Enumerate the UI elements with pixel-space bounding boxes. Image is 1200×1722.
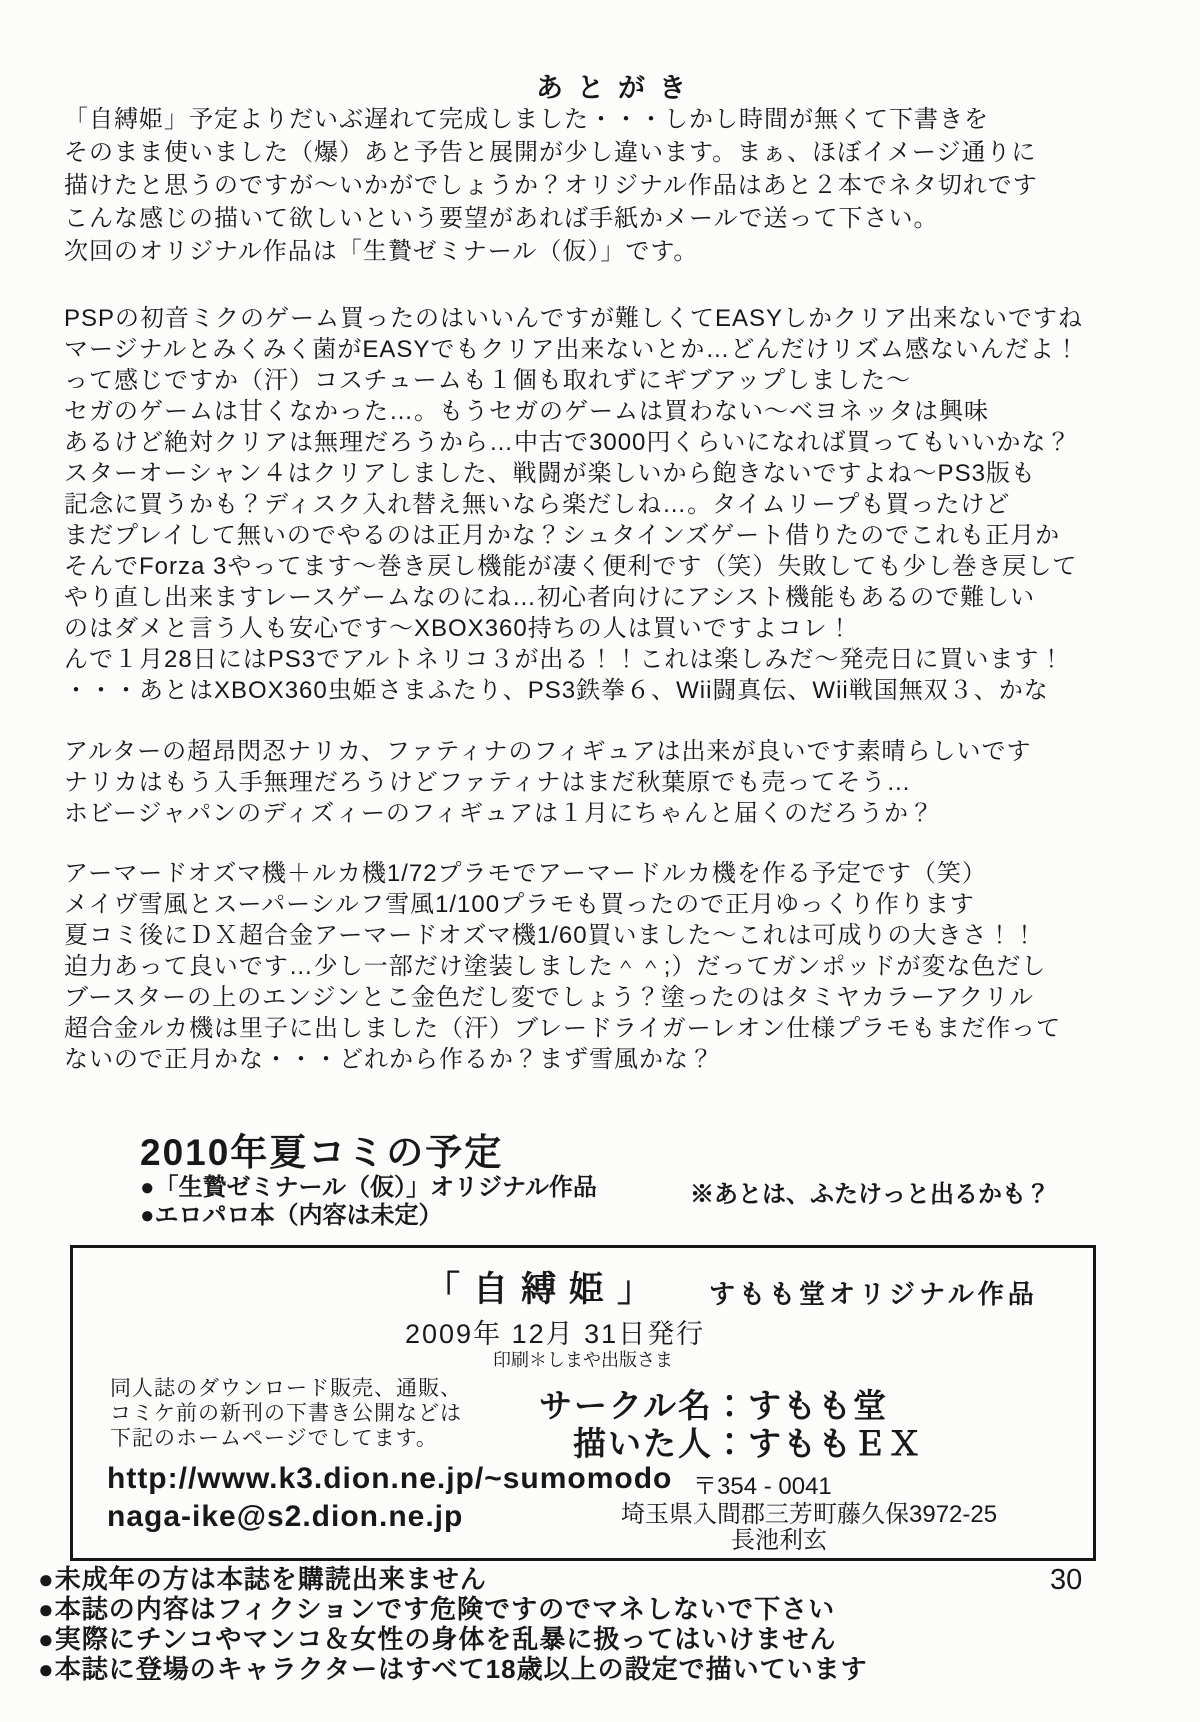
printer-credit: 印刷＊しまや出版さま [493,1350,673,1370]
warning-line: ●本誌の内容はフィクションです危険ですのでマネしないで下さい [38,1594,836,1624]
afterword-paragraph-4 [64,858,1061,1075]
text-line: メイヴ雪風とスーパーシルフ雪風1/100プラモも買ったので正月ゆっくり作ります [64,891,975,918]
schedule-item: ●「生贄ゼミナール（仮）」オリジナル作品 [140,1174,597,1201]
publish-date: 2009年 12月 31日発行 [405,1319,706,1349]
text-line: コミケ前の新刊の下書き公開などは [110,1402,462,1425]
afterword-paragraph-2 [64,303,1083,706]
mailing-address: 埼玉県入間郡三芳町藤久保3972-25 [621,1501,998,1528]
warning-line: ●未成年の方は本誌を購読出来ません [38,1564,487,1594]
page-number: 30 [1050,1564,1083,1596]
text-line: 迫力あって良いです…少し一部だけ塗装しました＾＾;）だってガンポッドが変な色だし [64,953,1047,980]
afterword-paragraph-1 [64,103,1038,268]
text-line: こんな感じの描いて欲しいという要望があれば手紙かメールで送って下さい。 [64,205,939,232]
warning-list [38,1564,868,1684]
text-line: ホビージャパンのディズィーのフィギュアは１月にちゃんと届くのだろうか？ [64,800,934,827]
distribution-info [110,1376,462,1451]
postal-code: 〒354 - 0041 [693,1473,832,1500]
text-line: PSPの初音ミクのゲーム買ったのはいいんですが難しくてEASYしかクリア出来ないですね [64,305,1084,332]
text-line: まだプレイして無いのでやるのは正月かな？シュタインズゲート借りたのでこれも正月か [64,522,1061,549]
email-address: naga-ike@s2.dion.ne.jp [107,1500,464,1533]
text-line: 次回のオリジナル作品は「生贄ゼミナール（仮）」です。 [64,238,699,265]
text-line: ブースターの上のエンジンとこ金色だし変でしょう？塗ったのはタミヤカラーアクリル [64,984,1034,1011]
text-line: アルターの超昂閃忍ナリカ、ファティナのフィギュアは出来が良いです素晴らしいです [64,738,1032,765]
circle-name: サークル名：すもも堂 [539,1387,889,1424]
text-line: そんでForza 3やってます〜巻き戻し機能が凄く便利です（笑）失敗しても少し巻き戻して [64,553,1078,580]
schedule-item: ●エロパロ本（内容は未定） [140,1202,443,1229]
text-line: ないので正月かな・・・どれから作るか？まず雪風かな？ [64,1046,714,1073]
text-line: そのまま使いました（爆）あと予告と展開が少し違います。まぁ、ほぼイメージ通りに [64,139,1037,166]
afterword-paragraph-3 [64,736,1032,829]
colophon-box [70,1245,1096,1561]
colophon-title-suffix: すもも堂オリジナル作品 [709,1280,1038,1310]
artist-name: 描いた人：すももＥＸ [573,1425,923,1462]
text-line: 描けたと思うのですが〜いかがでしょうか？オリジナル作品はあと２本でネタ切れです [64,172,1038,199]
colophon-title: 「自縛姫」 [425,1269,666,1310]
schedule-note: ※あとは、ふたけっと出るかも？ [690,1181,1050,1208]
text-line: 夏コミ後にＤＸ超合金アーマードオズマ機1/60買いました〜これは可成りの大きさ！！ [64,922,1038,949]
text-line: スターオーシャン４はクリアしました、戦闘が楽しいから飽きないですよね〜PS3版も [64,460,1036,487]
text-line: やり直し出来ますレースゲームなのにね…初心者向けにアシスト機能もあるので難しい [64,584,1036,611]
text-line: セガのゲームは甘くなかった…。もうセガのゲームは買わない〜ベヨネッタは興味 [64,398,989,425]
page-title: あとがき [536,73,700,103]
address-holder-name: 長池利玄 [731,1527,827,1554]
text-line: マージナルとみくみく菌がEASYでもクリア出来ないとか…どんだけリズム感ないんだよ！ [64,336,1080,363]
text-line: んで１月28日にはPS3でアルトネリコ３が出る！！これは楽しみだ〜発売日に買います！ [64,646,1065,673]
text-line: 下記のホームページでしてます。 [110,1427,438,1450]
warning-line: ●本誌に登場のキャラクターはすべて18歳以上の設定で描いています [38,1654,868,1684]
text-line: 同人誌のダウンロード販売、通販、 [110,1377,462,1400]
text-line: ・・・あとはXBOX360虫姫さまふたり、PS3鉄拳６、Wii闘真伝、Wii戦国無双３、かな [64,677,1049,704]
text-line: ナリカはもう入手無理だろうけどファティナはまだ秋葉原でも売ってそう… [64,769,912,796]
schedule-heading: 2010年夏コミの予定 [140,1132,504,1173]
text-line: アーマードオズマ機＋ルカ機1/72プラモでアーマードルカ機を作る予定です（笑） [64,860,987,887]
warning-line: ●実際にチンコやマンコ＆女性の身体を乱暴に扱ってはいけません [38,1624,837,1654]
text-line: 記念に買うかも？ディスク入れ替え無いなら楽だしね…。タイムリープも買ったけど [64,491,1011,518]
text-line: 超合金ルカ機は里子に出しました（汗）ブレードライガーレオン仕様プラモもまだ作って [64,1015,1062,1042]
text-line: って感じですか（汗）コスチュームも１個も取れずにギブアップしました〜 [64,367,912,394]
text-line: あるけど絶対クリアは無理だろうから…中古で3000円くらいになれば買ってもいいかな？ [64,429,1072,456]
text-line: のはダメと言う人も安心です〜XBOX360持ちの人は買いですよコレ！ [64,615,853,642]
website-url: http://www.k3.dion.ne.jp/~sumomodo [107,1462,673,1495]
text-line: 「自縛姫」予定よりだいぶ遅れて完成しました・・・しかし時間が無くて下書きを [64,106,989,133]
